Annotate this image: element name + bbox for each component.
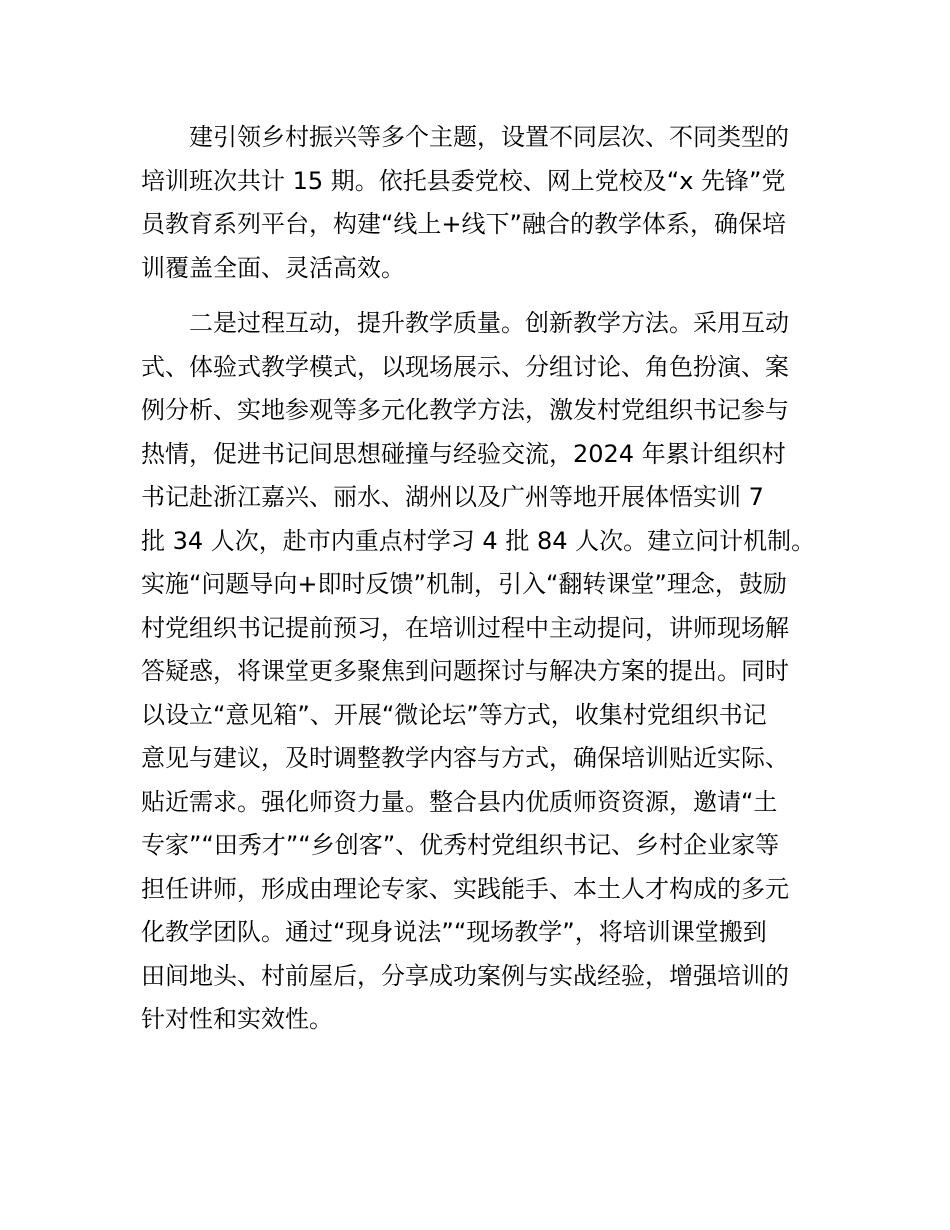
paragraph-line: 培训班次共计 15 期。依托县委党校、网上党校及“x 先锋”党 — [141, 166, 786, 195]
paragraph-line: 实施“问题导向+即时反馈”机制，引入“翻转课堂”理念，鼓励 — [141, 570, 787, 598]
paragraph-line: 式、体验式教学模式，以现场展示、分组讨论、角色扮演、案 — [141, 352, 789, 381]
paragraph-line: 批 34 人次，赴市内重点村学习 4 批 84 人次。建立问计机制。 — [141, 526, 816, 555]
paragraph-line: 答疑惑，将课堂更多聚焦到问题探讨与解决方案的提出。同时 — [141, 657, 789, 685]
paragraph-line: 专家”“田秀才”“乡创客”、优秀村党组织书记、乡村企业家等 — [141, 831, 780, 859]
paragraph-line: 贴近需求。强化师资力量。整合县内优质师资资源，邀请“土 — [141, 787, 778, 816]
paragraph-1 — [141, 116, 813, 290]
paragraph-line: 员教育系列平台，构建“线上+线下”融合的教学体系，确保培 — [141, 210, 786, 238]
paragraph-line: 建引领乡村振兴等多个主题，设置不同层次、不同类型的 — [141, 123, 789, 151]
paragraph-line: 书记赴浙江嘉兴、丽水、湖州以及广州等地开展体悟实训 7 — [141, 483, 764, 511]
paragraph-line: 化教学团队。通过“现身说法”“现场教学”，将培训课堂搬到 — [141, 918, 767, 946]
paragraph-line: 以设立“意见箱”、开展“微论坛”等方式，收集村党组织书记 — [141, 700, 767, 729]
paragraph-line: 针对性和实效性。 — [141, 1005, 333, 1033]
paragraph-line: 训覆盖全面、灵活高效。 — [141, 253, 405, 282]
paragraph-line: 意见与建议，及时调整教学内容与方式，确保培训贴近实际、 — [141, 744, 789, 772]
paragraph-spacer — [141, 290, 813, 302]
paragraph-line: 担任讲师，形成由理论专家、实践能手、本土人才构成的多元 — [141, 874, 789, 903]
paragraph-line: 田间地头、村前屋后，分享成功案例与实战经验，增强培训的 — [141, 961, 789, 990]
paragraph-line: 热情，促进书记间思想碰撞与经验交流，2024 年累计组织村 — [141, 439, 786, 468]
paragraph-2 — [141, 302, 816, 1042]
paragraph-line: 二是过程互动，提升教学质量。创新教学方法。采用互动 — [141, 309, 789, 337]
paragraph-line: 村党组织书记提前预习，在培训过程中主动提问，讲师现场解 — [141, 613, 789, 642]
document-body — [141, 116, 816, 1042]
paragraph-line: 例分析、实地参观等多元化教学方法，激发村党组织书记参与 — [141, 396, 789, 424]
